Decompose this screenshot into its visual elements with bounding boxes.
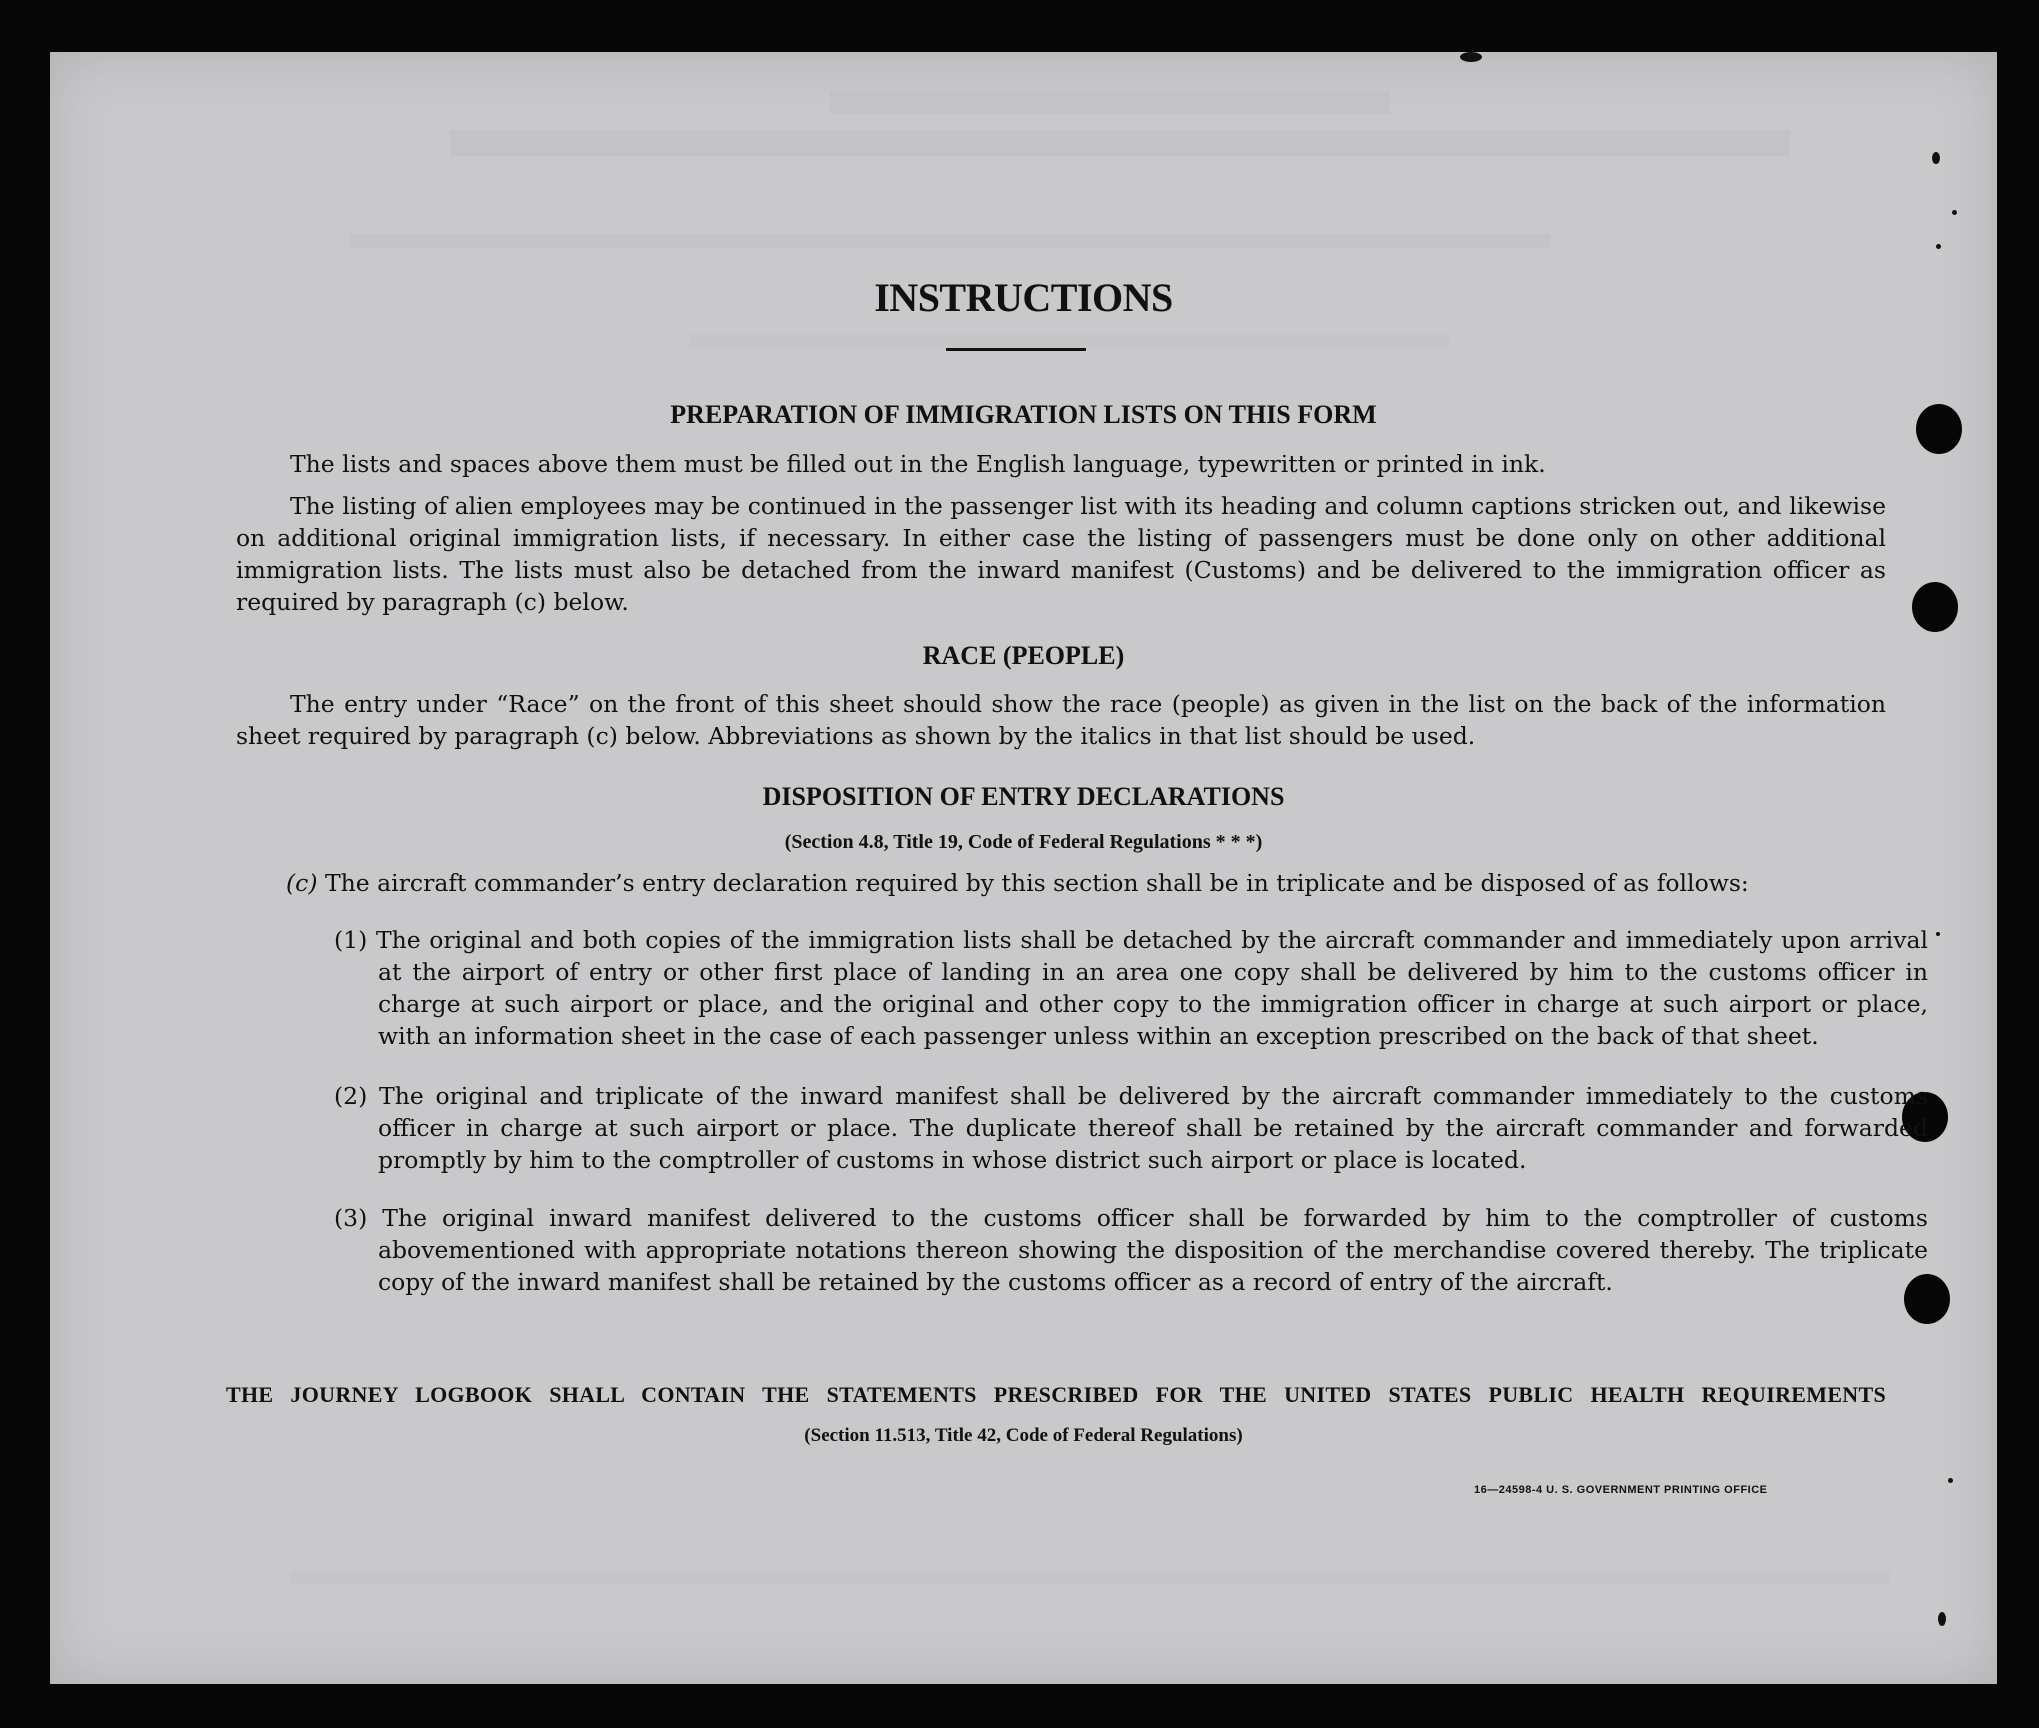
heading-disposition: DISPOSITION OF ENTRY DECLARATIONS (762, 782, 1285, 811)
speck (1936, 244, 1941, 249)
item-text: The original inward manifest delivered to the customs officer shall be forwarded by him to the comptroller of customs abovementioned with appropriate notations thereon showing the disposition of the merchandise covered thereby. The triplicate copy of the inward manifest shall be retained by the customs officer as a record of entry of the aircraft. (378, 1204, 1928, 1296)
speck (1460, 52, 1482, 62)
item-marker: (3) (334, 1204, 368, 1232)
intro-marker: (c) (286, 869, 318, 897)
item-text: The original and both copies of the immigration lists shall be detached by the aircraft commander and immediately upon arrival at the airport of entry or other first place of landing in an area one copy shall be delivered by him to the customs officer in charge at such airport or place, and the original and other copy to the immigration officer in charge at such airport or place, with an information sheet in the case of each passenger unless within an exception prescribed on the back of that sheet. (375, 926, 1928, 1050)
disposition-citation: (Section 4.8, Title 19, Code of Federal Regulations * * *) (784, 831, 1263, 853)
page-title: INSTRUCTIONS (874, 275, 1173, 320)
bleed-through-mark (830, 92, 1390, 114)
punch-hole (1912, 582, 1958, 632)
preparation-paragraph-2: The listing of alien employees may be continued in the passenger list with its heading and column captions stricken out, and likewise on additional original immigration lists, if necessary. In either case the listing of passengers must be done only on other additional immigration lists. The lists must also be detached from the inward manifest (Customs) and be delivered to the immigration officer as required by paragraph (c) below. (236, 492, 1886, 616)
speck (1932, 152, 1940, 164)
speck (1952, 210, 1957, 215)
item-marker: (2) (334, 1082, 368, 1110)
speck (1948, 1478, 1953, 1483)
printer-imprint: 16—24598-4 U. S. GOVERNMENT PRINTING OFFICE (1474, 1484, 1768, 1496)
intro-text: The aircraft commander’s entry declaration required by this section shall be in triplicate and be disposed of as follows: (324, 869, 1749, 897)
disposition-item-2 (334, 1080, 1928, 1176)
preparation-paragraph-1: The lists and spaces above them must be filled out in the English language, typewritten or printed in ink. (290, 450, 1546, 478)
bleed-through-mark (290, 1570, 1890, 1584)
public-health-statement: THE JOURNEY LOGBOOK SHALL CONTAIN THE STATEMENTS PRESCRIBED FOR THE UNITED STATES PUBLIC HEALTH REQUIREMENTS (226, 1382, 1886, 1407)
title-underline (946, 348, 1086, 351)
document-page (50, 52, 1997, 1684)
disposition-item-3 (334, 1202, 1928, 1298)
disposition-item-1 (334, 924, 1928, 1052)
bleed-through-mark (450, 130, 1790, 156)
heading-preparation: PREPARATION OF IMMIGRATION LISTS ON THIS FORM (670, 400, 1377, 429)
speck (1936, 932, 1940, 936)
race-paragraph: The entry under “Race” on the front of this sheet should show the race (people) as given in the list on the back of the information sheet required by paragraph (c) below. Abbreviations as shown by the italics in that list should be used. (236, 690, 1886, 750)
public-health-citation: (Section 11.513, Title 42, Code of Federal Regulations) (804, 1425, 1243, 1446)
item-text: The original and triplicate of the inward manifest shall be delivered by the aircraft commander immediately to the customs officer in charge at such airport or place. The duplicate thereof shall be retained by the aircraft commander and forwarded promptly by him to the comptroller of customs in whose district such airport or place is located. (378, 1082, 1928, 1174)
bleed-through-mark (350, 234, 1550, 248)
heading-race: RACE (PEOPLE) (922, 641, 1125, 670)
item-marker: (1) (334, 926, 368, 954)
bleed-through-mark (690, 334, 1450, 348)
speck (1938, 1612, 1946, 1626)
disposition-intro (286, 867, 1886, 899)
